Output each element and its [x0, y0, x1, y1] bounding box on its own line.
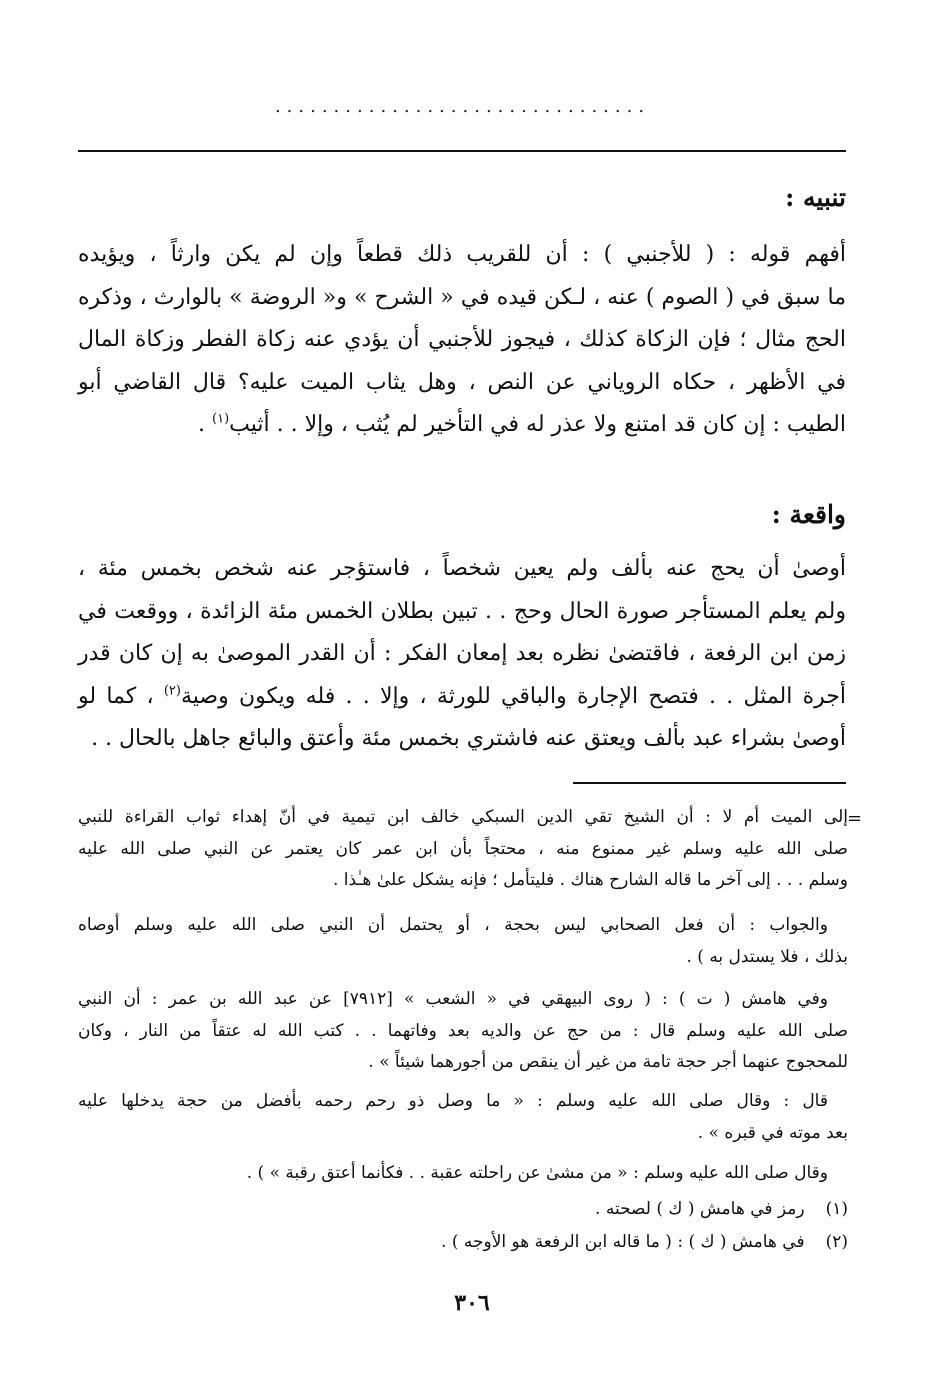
- footnote-number: (٢): [825, 1232, 848, 1252]
- footnote-block: [78, 1158, 848, 1190]
- paragraph-line: [78, 404, 846, 447]
- footnote-line: للمحجوج عنهما أجر حجة تامة من غير أن ينقص من أجورهما شيئاً » .: [368, 1052, 848, 1072]
- footnote-line: وفي هامش ( ت ) : ( روى البيهقي في « الشعب » [٧٩١٢] عن عبد الله بن عمر : أن النبي: [78, 989, 828, 1009]
- footnote-line: صلى الله عليه وسلم غير ممنوع منه ، محتجاً بأن ابن عمر كان يعتمر عن النبي صلى الله عليه: [78, 838, 848, 859]
- paragraph-line-text: أجرة المثل . . فتصح الإجارة والباقي للورثة ، وإلا . . فله ويكون وصية: [180, 683, 846, 709]
- footnote-ref: (٢): [163, 683, 181, 699]
- paragraph-line: أوصىٰ بشراء عبد بألف ويعتق عنه فاشتري بخمس مئة وأعتق والبائع جاهل بالحال . .: [91, 726, 846, 751]
- footnote-line: والجواب : أن فعل الصحابي ليس بحجة ، أو يحتمل أن النبي صلى الله عليه وسلم أوصاه: [78, 915, 828, 935]
- paragraph-line: أفهم قوله : ( للأجنبي ) : أن للقريب ذلك قطعاً وإن لم يكن وارثاً ، ويؤيده: [78, 242, 846, 267]
- paragraph-line: [78, 676, 846, 719]
- section-paragraph-waqia: [78, 548, 846, 761]
- footnote-block: [78, 984, 848, 1079]
- paragraph-line-tail: ، كما لو: [78, 683, 164, 709]
- footnote-block: [78, 910, 848, 973]
- footnote-text: رمز في هامش ( ك ) لصحته .: [595, 1199, 805, 1219]
- footnote-line: صلى الله عليه وسلم قال : من حج عن والديه بعد وفاتهما . . كتب الله له عتقاً من النار ، وكان: [78, 1020, 848, 1041]
- header-dotted-line: ................................: [274, 96, 651, 117]
- paragraph-line-tail: .: [198, 412, 212, 437]
- paragraph-line: ما سبق في ( الصوم ) عنه ، لـكن قيده في « الشرح » و« الروضة » بالوارث ، وذكره: [78, 284, 846, 310]
- footnote-text: في هامش ( ك ) : ( ما قاله ابن الرفعة هو الأوجه ) .: [441, 1232, 805, 1252]
- footnote-separator: [573, 782, 846, 784]
- page-number: ٣٠٦: [454, 1290, 490, 1316]
- footnote-ref: (١): [212, 411, 230, 427]
- footnote-number: (١): [825, 1199, 848, 1219]
- section-paragraph-tanbih: [78, 234, 846, 447]
- section-heading-tanbih: تنبيه :: [785, 183, 846, 212]
- footnote-note: [441, 1227, 848, 1258]
- footnote-line: بذلك ، فلا يستدل به ) .: [686, 946, 848, 967]
- paragraph-line: زمن ابن الرفعة ، فاقتضىٰ نظره بعد إمعان الفكر : أن القدر الموصىٰ به إن كان قدر: [78, 641, 846, 666]
- paragraph-line: في الأظهر ، حكاه الروياني عن النص ، وهل يثاب الميت عليه؟ قال القاضي أبو: [78, 369, 846, 395]
- paragraph-line: أوصىٰ أن يحج عنه بألف ولم يعين شخصاً ، فاستؤجر عنه شخص بخمس مئة ،: [78, 556, 847, 581]
- footnote-line: وسلم . . . إلى آخر ما قاله الشارح هناك . فليتأمل ؛ فإنه يشكل علىٰ هـٰذا .: [333, 870, 848, 890]
- footnote-block: [78, 802, 848, 897]
- continuation-mark: =: [847, 808, 863, 829]
- header-rule: [78, 150, 846, 152]
- footnote-block: [78, 1086, 848, 1149]
- paragraph-line: الحج مثال ؛ فإن الزكاة كذلك ، فيجوز للأجنبي أن يؤدي عنه زكاة الفطر وزكاة المال: [78, 327, 846, 352]
- footnote-note: [595, 1194, 848, 1225]
- footnote-line: وقال صلى الله عليه وسلم : « من مشىٰ عن راحلته عقبة . . فكأنما أعتق رقبة » ) .: [246, 1163, 828, 1183]
- section-heading-waqia: واقعة :: [771, 500, 846, 529]
- footnote-line: قال : وقال صلى الله عليه وسلم : « ما وصل ذو رحم رحمه بأفضل من حجة يدخلها عليه: [78, 1091, 828, 1111]
- footnote-line: بعد موته في قبره » .: [697, 1122, 848, 1143]
- paragraph-line-text: الطيب : إن كان قد امتنع ولا عذر له في التأخير لم يُثب ، وإلا . . أثيب: [229, 412, 846, 437]
- paragraph-line: ولم يعلم المستأجر صورة الحال وحج . . تبين بطلان الخمس مئة الزائدة ، ووقعت في: [78, 598, 846, 624]
- footnote-line: إلى الميت أم لا : أن الشيخ تقي الدين السبكي خالف ابن تيمية في أنّ إهداء ثواب القراءة للنبي: [78, 807, 848, 827]
